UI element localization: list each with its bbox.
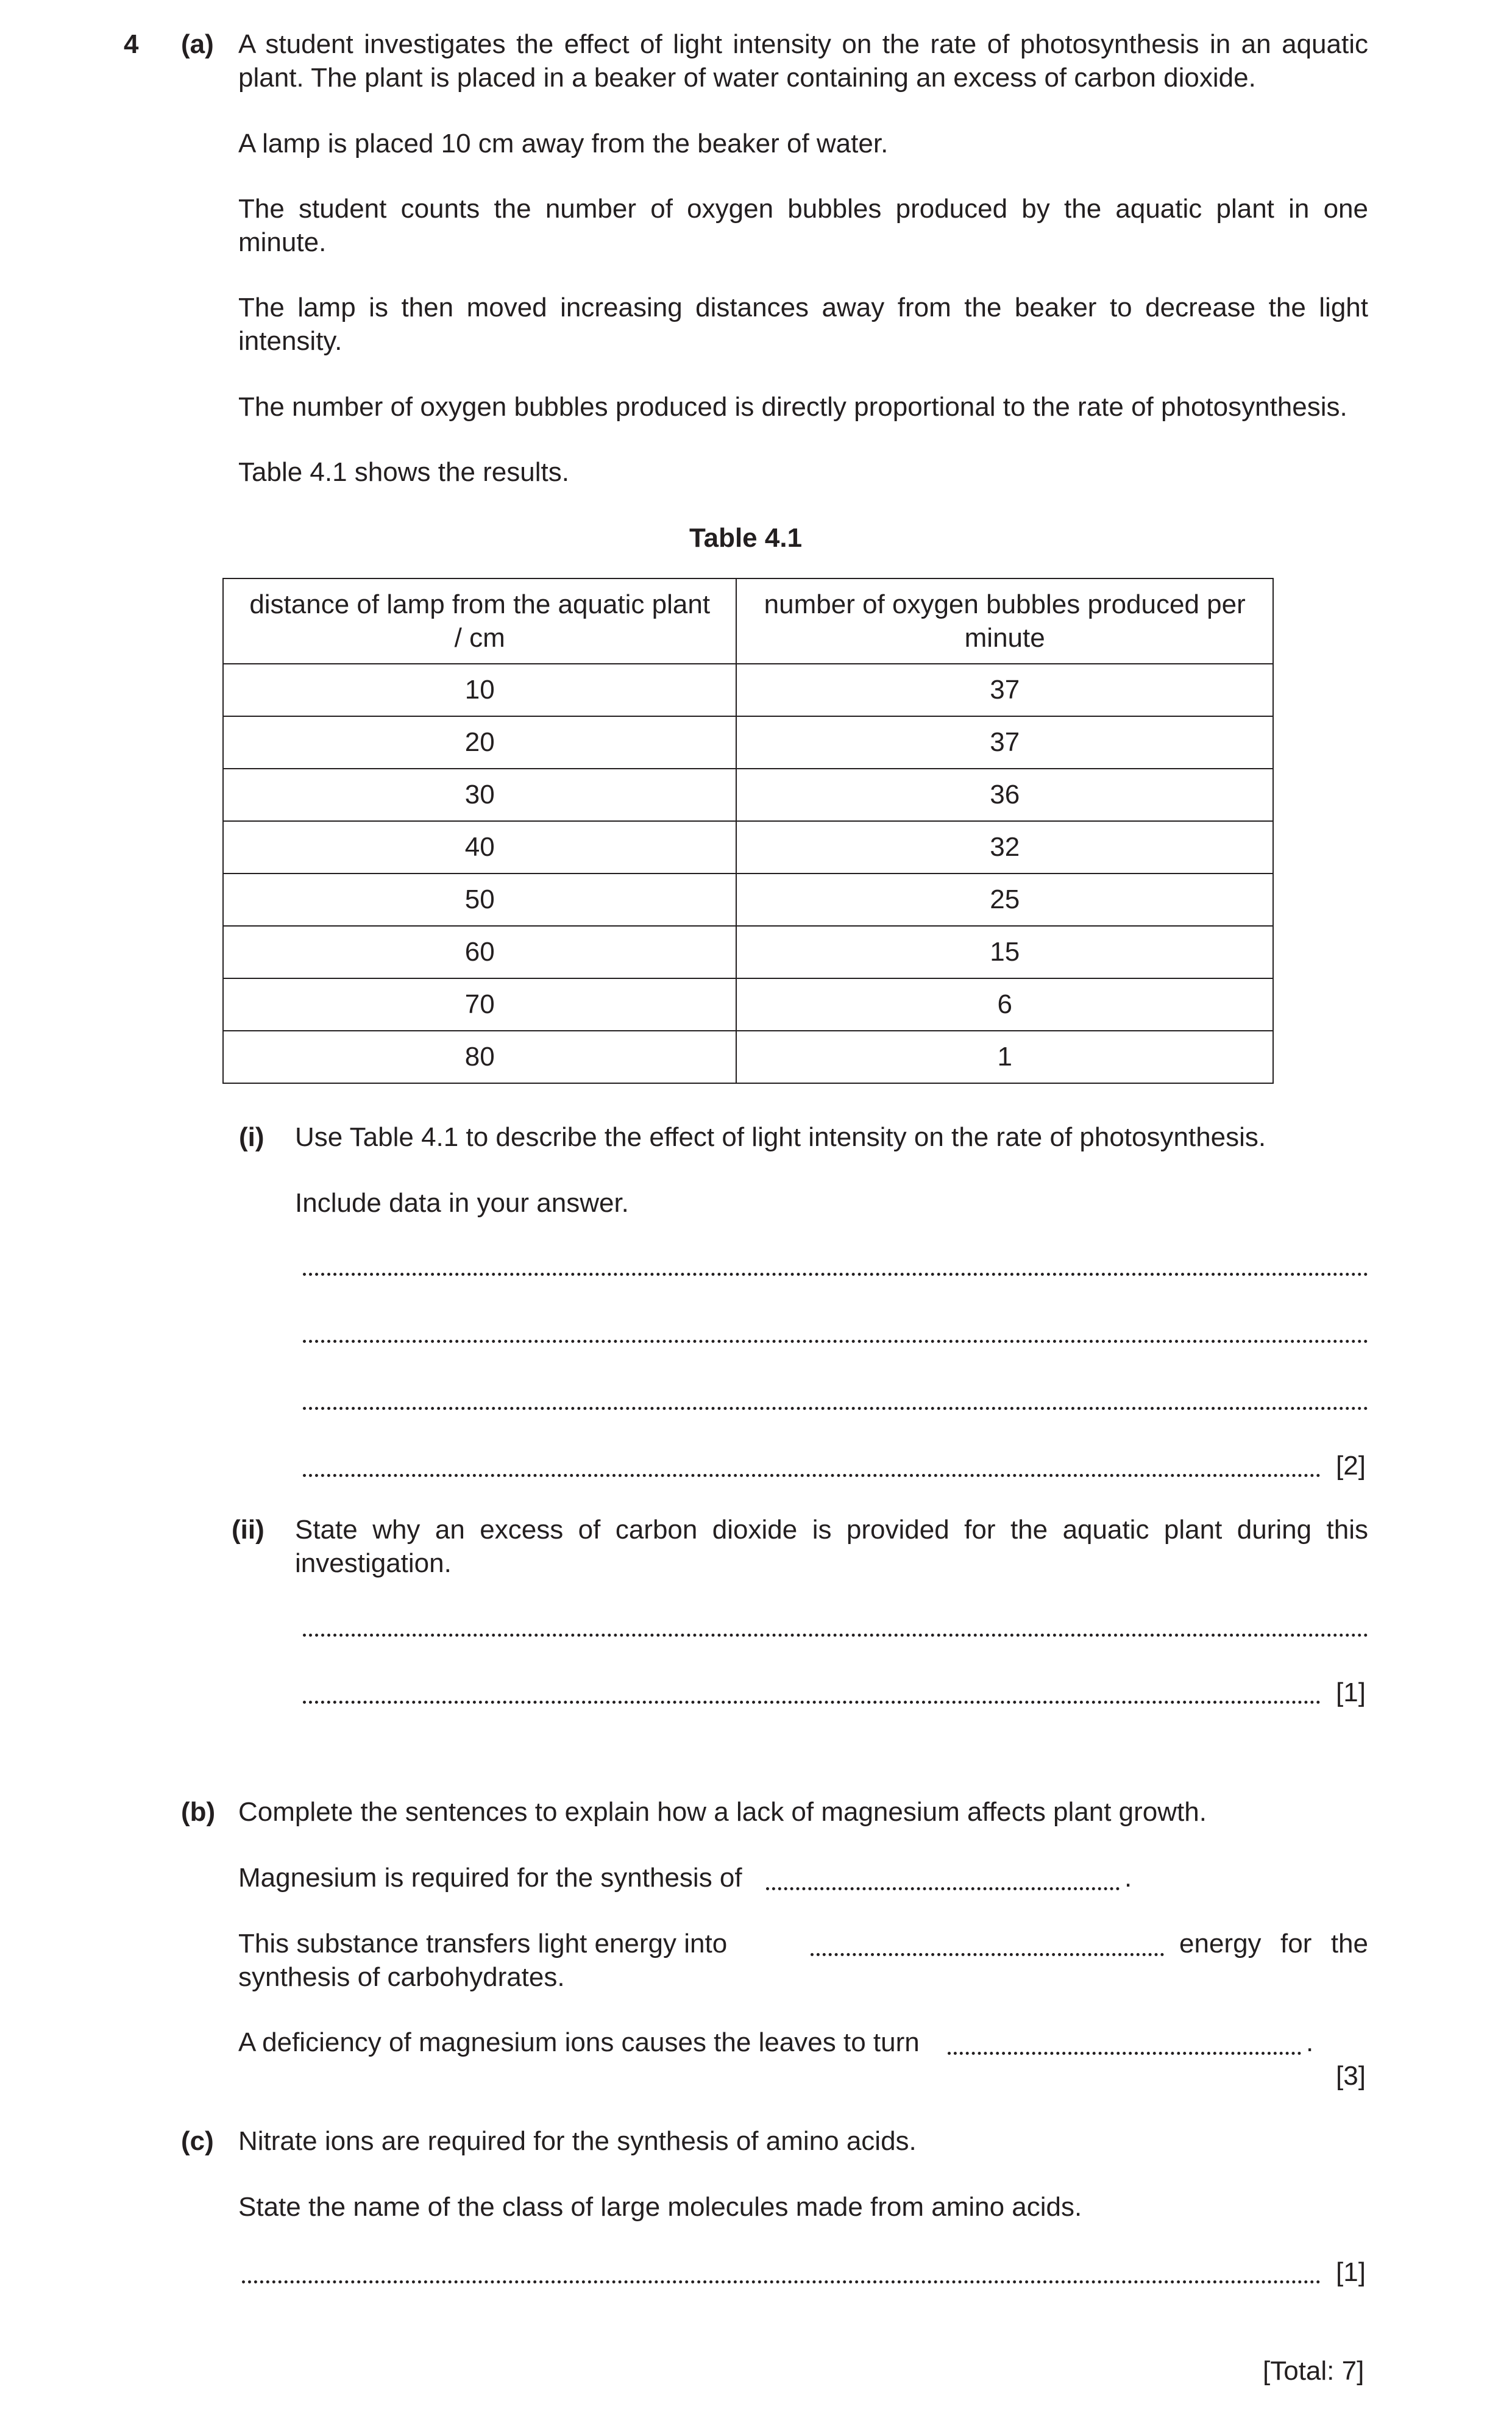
results-table <box>222 578 1274 1084</box>
marks-a-i: [2] <box>1336 1451 1366 1481</box>
marks-c: [1] <box>1336 2257 1366 2287</box>
table-row <box>223 821 1273 874</box>
bubbles-cell: 32 <box>736 821 1273 874</box>
table-caption: Table 4.1 <box>689 523 803 553</box>
part-a-intro-line2: plant. The plant is placed in a beaker of water containing an excess of carbon dioxide. <box>238 63 1256 93</box>
table-row <box>223 1031 1273 1083</box>
sentence3-start: A deficiency of magnesium ions causes the leaves to turn <box>238 2027 920 2057</box>
distance-cell: 20 <box>223 716 736 769</box>
table-row <box>223 664 1273 716</box>
answer-line-a-i-2[interactable] <box>303 1340 1368 1343</box>
part-a-ii-label: (ii) <box>232 1515 264 1545</box>
part-b-label: (b) <box>181 1797 216 1827</box>
table-reference-text: Table 4.1 shows the results. <box>238 457 569 487</box>
blank-magnesium-synthesis[interactable] <box>766 1887 1120 1890</box>
total-marks: [Total: 7] <box>1263 2356 1365 2386</box>
part-c-question: State the name of the class of large molecules made from amino acids. <box>238 2192 1082 2222</box>
header-distance-line1: distance of lamp from the aquatic plant <box>249 589 711 619</box>
table-row <box>223 978 1273 1031</box>
blank-leaf-colour[interactable] <box>948 2052 1301 2055</box>
header-bubbles-line2: minute <box>964 623 1045 653</box>
answer-line-a-ii-1[interactable] <box>303 1634 1368 1637</box>
sentence2-start: This substance transfers light energy into <box>238 1929 728 1959</box>
question-number: 4 <box>124 29 139 59</box>
table-row <box>223 926 1273 978</box>
distance-cell: 80 <box>223 1031 736 1083</box>
bubbles-cell: 37 <box>736 716 1273 769</box>
distance-cell: 70 <box>223 978 736 1031</box>
marks-a-ii: [1] <box>1336 1678 1366 1707</box>
part-a-ii-question-line1: State why an excess of carbon dioxide is provided for the aquatic plant during this <box>295 1515 1368 1545</box>
header-distance <box>223 578 736 664</box>
answer-line-a-i-1[interactable] <box>303 1273 1368 1276</box>
part-a-i-include-data: Include data in your answer. <box>295 1188 629 1218</box>
distance-cell: 40 <box>223 821 736 874</box>
marks-b: [3] <box>1336 2061 1366 2091</box>
table-row <box>223 769 1273 821</box>
sentence1-end: . <box>1124 1863 1132 1893</box>
part-a-i-label: (i) <box>239 1122 264 1152</box>
part-c-intro: Nitrate ions are required for the synthesis of amino acids. <box>238 2126 917 2156</box>
counts-text-line2: minute. <box>238 227 327 257</box>
distance-cell: 60 <box>223 926 736 978</box>
distance-cell: 10 <box>223 664 736 716</box>
part-a-label: (a) <box>181 29 214 59</box>
part-b-intro: Complete the sentences to explain how a lack of magnesium affects plant growth. <box>238 1797 1207 1827</box>
part-a-intro-line1: A student investigates the effect of light intensity on the rate of photosynthesis in an aquatic <box>238 29 1368 59</box>
sentence2-end: energy for the <box>1179 1929 1368 1959</box>
table-row <box>223 716 1273 769</box>
answer-line-a-i-3[interactable] <box>303 1407 1368 1410</box>
header-distance-line2: / cm <box>454 623 505 653</box>
answer-line-a-i-4[interactable] <box>303 1474 1321 1477</box>
blank-energy-type[interactable] <box>811 1953 1164 1956</box>
bubbles-cell: 1 <box>736 1031 1273 1083</box>
moved-text-line2: intensity. <box>238 326 343 356</box>
header-bubbles <box>736 578 1273 664</box>
sentence2-line2: synthesis of carbohydrates. <box>238 1962 565 1992</box>
part-a-ii-question-line2: investigation. <box>295 1548 452 1578</box>
proportional-text: The number of oxygen bubbles produced is directly proportional to the rate of photosynthesis. <box>238 392 1347 422</box>
bubbles-cell: 15 <box>736 926 1273 978</box>
moved-text-line1: The lamp is then moved increasing distances away from the beaker to decrease the light <box>238 293 1368 322</box>
header-bubbles-line1: number of oxygen bubbles produced per <box>764 589 1246 619</box>
bubbles-cell: 25 <box>736 874 1273 926</box>
lamp-placement-text: A lamp is placed 10 cm away from the beaker of water. <box>238 129 889 158</box>
answer-line-c[interactable] <box>242 2280 1321 2283</box>
bubbles-cell: 37 <box>736 664 1273 716</box>
bubbles-cell: 6 <box>736 978 1273 1031</box>
sentence1-start: Magnesium is required for the synthesis of <box>238 1863 742 1893</box>
part-c-label: (c) <box>181 2126 214 2156</box>
distance-cell: 30 <box>223 769 736 821</box>
part-a-i-question: Use Table 4.1 to describe the effect of light intensity on the rate of photosynthesis. <box>295 1122 1266 1152</box>
bubbles-cell: 36 <box>736 769 1273 821</box>
distance-cell: 50 <box>223 874 736 926</box>
table-row <box>223 874 1273 926</box>
answer-line-a-ii-2[interactable] <box>303 1701 1321 1704</box>
table-header-row <box>223 578 1273 664</box>
sentence3-end: . <box>1306 2027 1314 2057</box>
counts-text-line1: The student counts the number of oxygen bubbles produced by the aquatic plant in one <box>238 194 1368 224</box>
